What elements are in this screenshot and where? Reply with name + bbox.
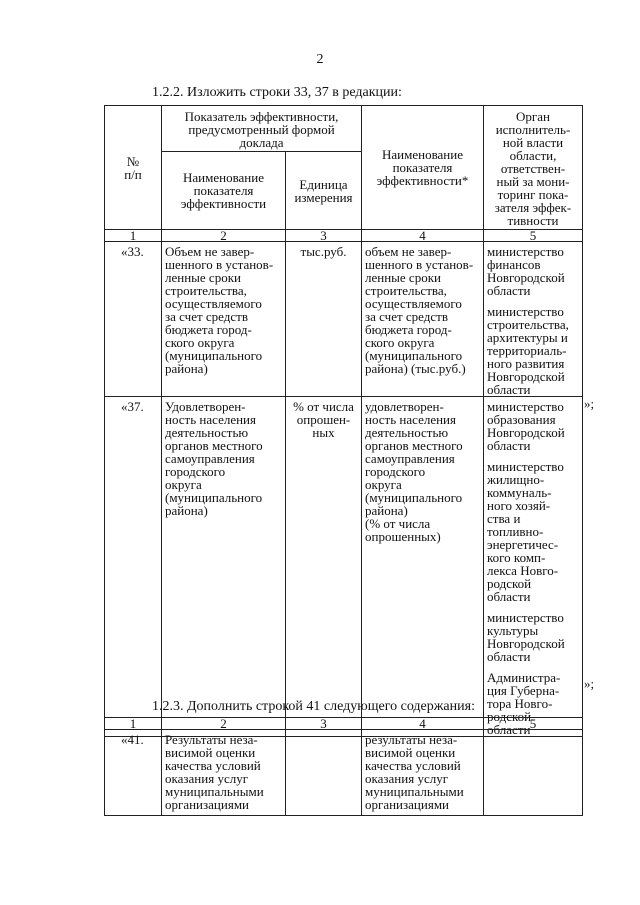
closing-quote-33: »; bbox=[584, 396, 595, 411]
unit-value: % от числа опрошен- ных bbox=[286, 397, 362, 737]
efficiency-name: объем не завер- шенного в установ- ленные сроки строительства, осуществляемого за счет средств бюджета город- ского округа (муниципального района) (тыс.руб.) bbox=[362, 242, 484, 397]
unit-value: тыс.руб. bbox=[286, 242, 362, 397]
unit-value bbox=[286, 730, 362, 816]
indicator-name: Объем не завер- шенного в установ- ленные сроки строительства, осуществляемого за счет средств бюджета город- ского округа (муниципального района) bbox=[162, 242, 286, 397]
table-row-41 bbox=[105, 730, 583, 816]
closing-quote-37: »; bbox=[584, 676, 595, 691]
main-table bbox=[104, 105, 583, 737]
organ-list: министерство финансов Новгородской области министерство строительства, архитектуры и территориаль- ного развития Новгородской области bbox=[484, 242, 583, 397]
header-efficiency-name: Наименование показателя эффективности* bbox=[362, 106, 484, 230]
paragraph-1-2-2: 1.2.2. Изложить строки 33, 37 в редакции: bbox=[152, 85, 402, 100]
row-number: «41. bbox=[105, 730, 162, 816]
row-number: «37. bbox=[105, 397, 162, 737]
page-number: 2 bbox=[316, 52, 324, 67]
efficiency-name: результаты неза- висимой оценки качества условий оказания услуг муниципальными организациями bbox=[362, 730, 484, 816]
header-num: № п/п bbox=[105, 106, 162, 230]
col-number: 5 bbox=[484, 718, 583, 730]
col-number: 2 bbox=[162, 718, 286, 730]
col-number: 3 bbox=[286, 718, 362, 730]
col-number: 5 bbox=[484, 230, 583, 242]
header-organ: Орган исполнитель- ной власти области, ответствен- ный за мони- торинг пока- зателя эффек- тивности bbox=[484, 106, 583, 230]
header-unit: Единица измерения bbox=[286, 152, 362, 230]
efficiency-name: удовлетворен- ность населения деятельностью органов местного самоуправления городского округа (муниципального района) (% от числа опрошенных) bbox=[362, 397, 484, 737]
header-indicator-name: Наименование показателя эффективности bbox=[162, 152, 286, 230]
col-number: 1 bbox=[105, 718, 162, 730]
table-row-33 bbox=[105, 242, 583, 397]
addition-table bbox=[104, 717, 583, 816]
col-number: 2 bbox=[162, 230, 286, 242]
header-indicator-group: Показатель эффективности, предусмотренный формой доклада bbox=[162, 106, 362, 152]
indicator-name: Результаты неза- висимой оценки качества условий оказания услуг муниципальными организациями bbox=[162, 730, 286, 816]
organ-list: министерство образования Новгородской области министерство жилищно- коммуналь- ного хозяй- ства и топливно- энергетичес- кого комп- лекса Новго- родской области министерство культуры Новгородской области Администра- ция Губерна- тора Новго- родской области bbox=[484, 397, 583, 737]
organ-list bbox=[484, 730, 583, 816]
col-number: 3 bbox=[286, 230, 362, 242]
col-number: 4 bbox=[362, 718, 484, 730]
col-number: 4 bbox=[362, 230, 484, 242]
table-row-37 bbox=[105, 397, 583, 737]
col-number: 1 bbox=[105, 230, 162, 242]
indicator-name: Удовлетворен- ность населения деятельностью органов местного самоуправления городского округа (муниципального района) bbox=[162, 397, 286, 737]
paragraph-1-2-3: 1.2.3. Дополнить строкой 41 следующего содержания: bbox=[152, 699, 475, 714]
row-number: «33. bbox=[105, 242, 162, 397]
